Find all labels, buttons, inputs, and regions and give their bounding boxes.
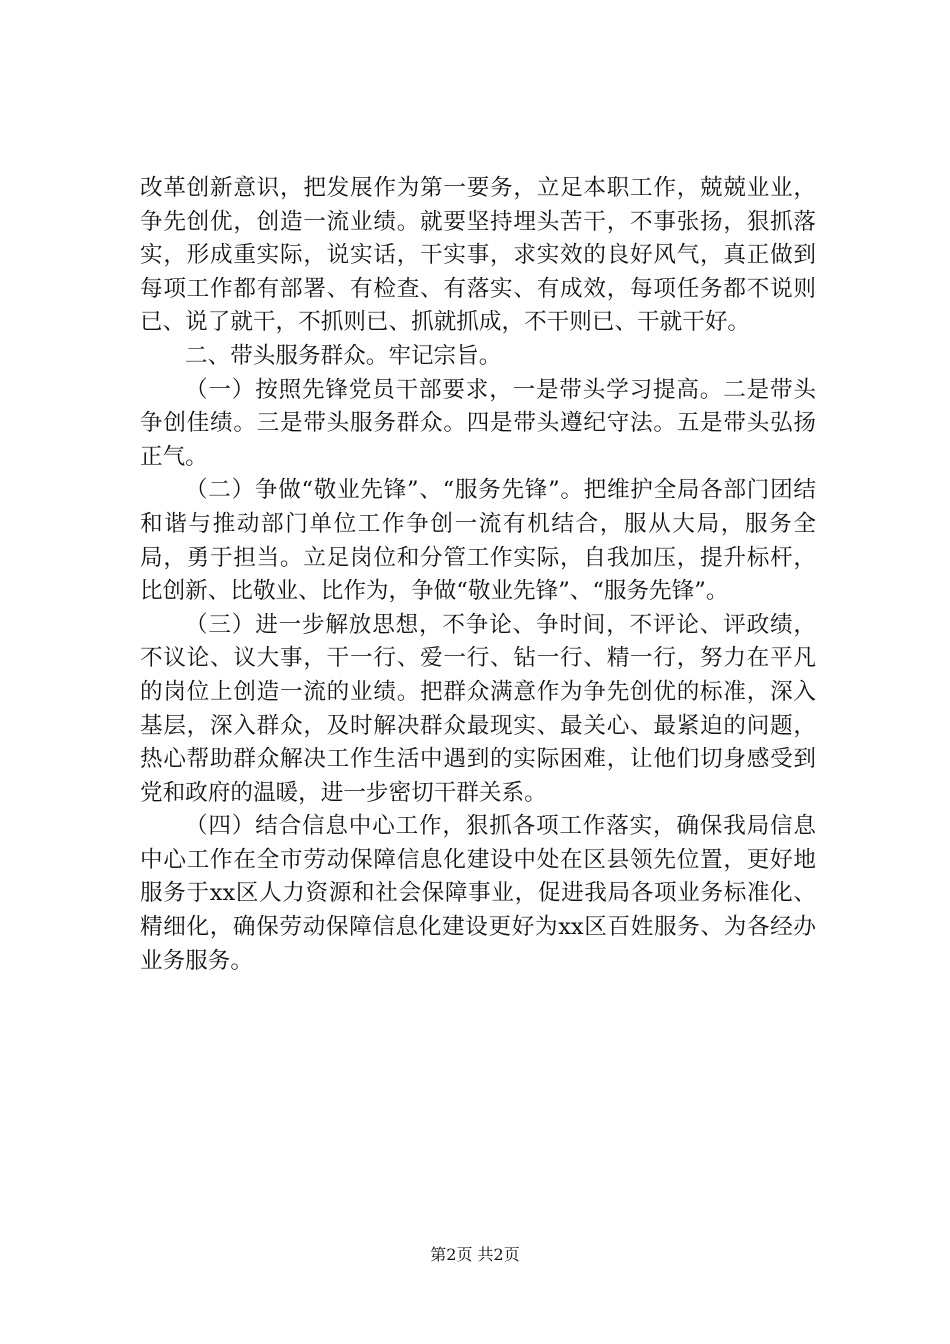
- paragraph-item-3: （三）进一步解放思想，不争论、争时间，不评论、评政绩，不议论、议大事，干一行、爱一行、钻一行、精一行，努力在平凡的岗位上创造一流的业绩。把群众满意作为争先创优的标准，深入基层，深入群众，及时解决群众最现实、最关心、最紧迫的问题，热心帮助群众解决工作生活中遇到的实际困难，让他们切身感受到党和政府的温暖，进一步密切干群关系。: [140, 611, 816, 806]
- paragraph-item-2: （二）争做“敬业先锋”、“服务先锋”。把维护全局各部门团结和谐与推动部门单位工作争创一流有机结合，服从大局，服务全局，勇于担当。立足岗位和分管工作实际，自我加压，提升标杆，比创新、比敬业、比作为，争做“敬业先锋”、“服务先锋”。: [140, 477, 816, 605]
- section-heading: 二、带头服务群众。牢记宗旨。: [185, 342, 502, 369]
- document-body: [140, 172, 816, 978]
- page-footer: 第2页 共2页: [430, 1245, 520, 1264]
- paragraph-continuation: 改革创新意识，把发展作为第一要务，立足本职工作，兢兢业业，争先创优，创造一流业绩。就要坚持埋头苦干，不事张扬，狠抓落实，形成重实际，说实话，干实事，求实效的良好风气，真正做到每项工作都有部署、有检查、有落实、有成效，每项任务都不说则已、说了就干，不抓则已、抓就抓成，不干则已、干就干好。: [140, 175, 816, 336]
- paragraph-item-1: （一）按照先锋党员干部要求，一是带头学习提高。二是带头争创佳绩。三是带头服务群众。四是带头遵纪守法。五是带头弘扬正气。: [140, 376, 816, 470]
- paragraph-item-4: （四）结合信息中心工作，狠抓各项工作落实，确保我局信息中心工作在全市劳动保障信息化建设中处在区县领先位置，更好地服务于xx区人力资源和社会保障事业，促进我局各项业务标准化、精细化，确保劳动保障信息化建设更好为xx区百姓服务、为各经办业务服务。: [140, 813, 816, 974]
